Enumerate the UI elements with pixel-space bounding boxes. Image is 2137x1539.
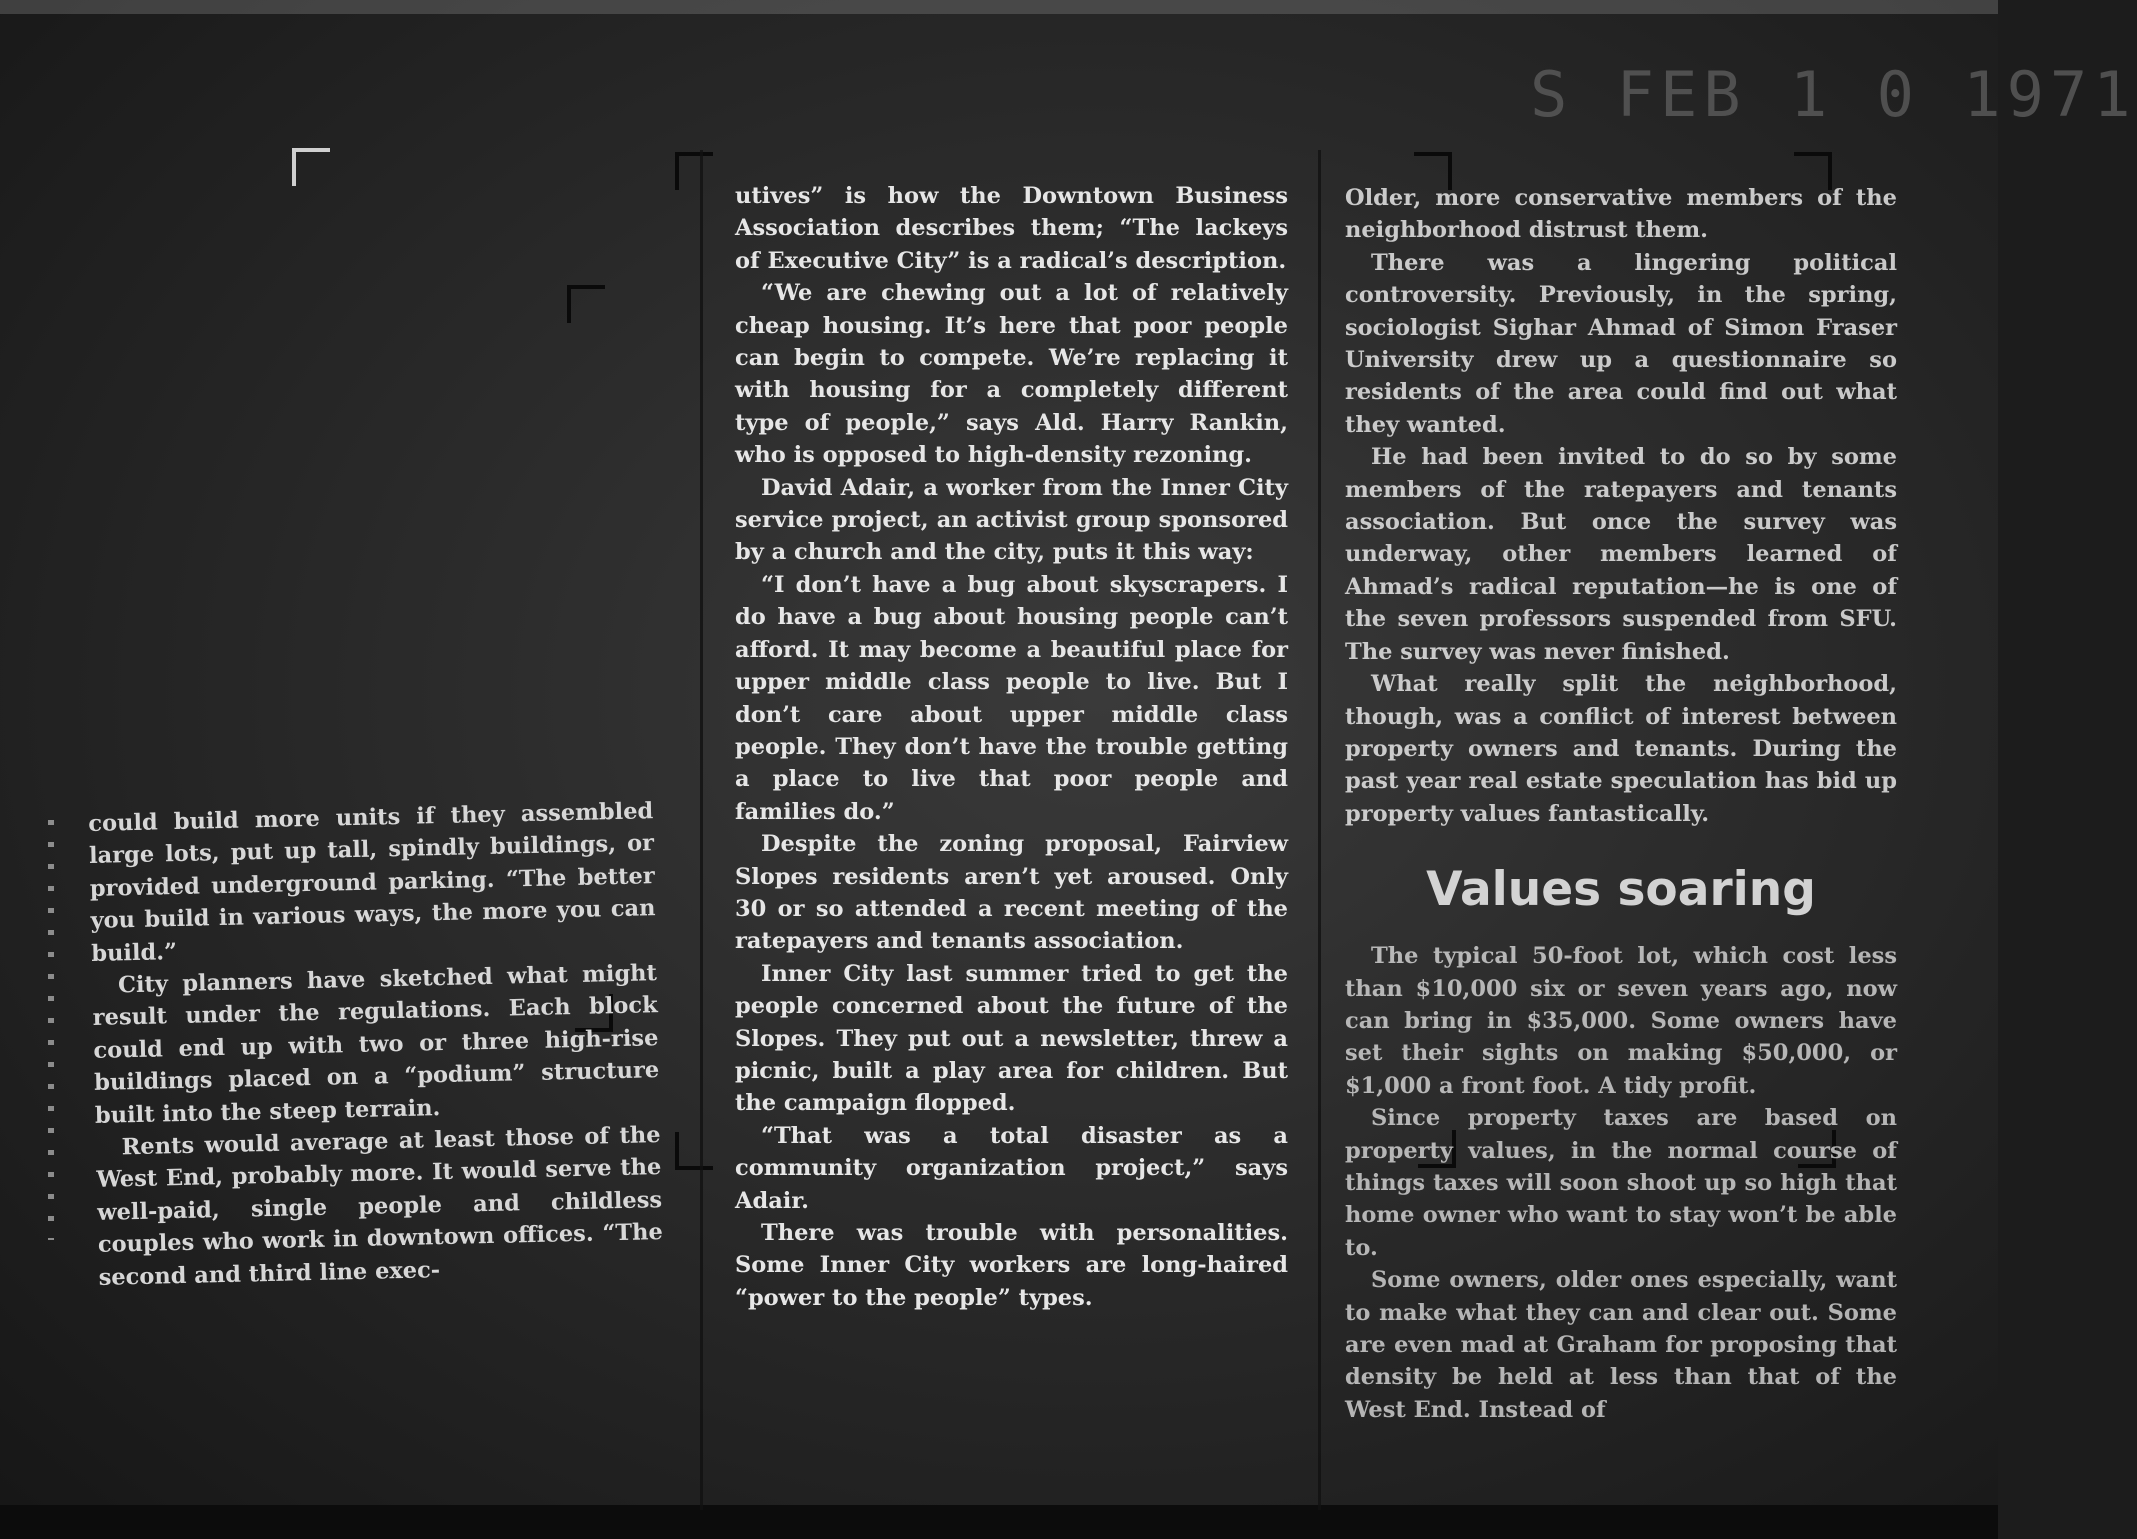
paragraph: David Adair, a worker from the Inner City service project, an activist group sponsored by a church and the city, puts it this way: (735, 474, 1288, 566)
article-column-2 (735, 180, 1288, 1314)
film-top-edge (0, 0, 1998, 14)
column-divider (700, 150, 703, 1510)
paragraph: “I don’t have a bug about skyscrapers. I do have a bug about housing people can’t afford. It may become a beautiful place for upper middle class people to live. But I don’t care about upper middle class people. They don’t have the trouble getting a place to live that poor people and families do.” (735, 571, 1288, 825)
film-perforations (48, 820, 54, 1240)
paragraph: There was a lingering political controversity. Previously, in the spring, sociologist Sighar Ahmad of Simon Fraser University drew up a questionnaire so residents of the area could find out what they wanted. (1345, 249, 1897, 438)
paragraph: The typical 50-foot lot, which cost less than $10,000 six or seven years ago, now can bring in $35,000. Some owners have set their sights on making $50,000, or $1,000 a front foot. A tidy profit. (1345, 943, 1897, 1099)
paragraph: Since property taxes are based on property values, in the normal course of things taxes will soon shoot up so high that home owner who want to stay won’t be able to. (1345, 1105, 1897, 1261)
paragraph: “That was a total disaster as a community organization project,” says Adair. (735, 1122, 1288, 1214)
paragraph: Inner City last summer tried to get the people concerned about the future of the Slopes. They put out a newsletter, threw a picnic, built a play area for children. But the campaign flopped. (735, 960, 1288, 1117)
film-bottom-edge (0, 1505, 1998, 1539)
paragraph: What really split the neighborhood, though, was a conflict of interest between property owners and tenants. During the past year real estate speculation has bid up property values fantastically. (1345, 671, 1897, 827)
paragraph: Older, more conservative members of the neighborhood distrust them. (1345, 185, 1897, 244)
paragraph: Some owners, older ones especially, want to make what they can and clear out. Some are even mad at Graham for proposing that density be held at less than that of the West End. Instead of (1345, 1267, 1897, 1423)
column-divider (1318, 150, 1321, 1510)
crop-mark (675, 152, 713, 190)
date-stamp: S FEB 1 0 1971 (1530, 58, 2137, 131)
section-heading: Values soaring (1426, 862, 1816, 918)
crop-mark (675, 1132, 713, 1170)
crop-mark (567, 285, 605, 323)
paragraph: Despite the zoning proposal, Fairview Slopes residents aren’t yet aroused. Only 30 or so attended a recent meeting of the ratepayers and tenants association. (735, 831, 1288, 955)
paragraph: could build more units if they assembled large lots, put up tall, spindly buildings, or provided underground parking. “The better you build in various ways, the more you can build.” (88, 798, 656, 967)
paragraph: City planners have sketched what might result under the regulations. Each block could end up with two or three high-rise buildings placed on a “podium” structure built into the steep terrain. (92, 960, 660, 1129)
crop-mark (292, 148, 330, 186)
paragraph: He had been invited to do so by some members of the ratepayers and tenants association. But once the survey was underway, other members learned of Ahmad’s radical reputation—he is one of the seven professors suspended from SFU. The survey was never finished. (1345, 444, 1897, 665)
article-column-1 (88, 795, 664, 1294)
paragraph: There was trouble with personalities. Some Inner City workers are long-haired “power to the people” types. (735, 1220, 1288, 1311)
paragraph: “We are chewing out a lot of relatively cheap housing. It’s here that poor people can begin to compete. We’re replacing it with housing for a completely different type of people,” says Ald. Harry Rankin, who is opposed to high-density rezoning. (735, 280, 1288, 469)
paragraph: utives” is how the Downtown Business Association describes them; “The lackeys of Executive City” is a radical’s description. (735, 183, 1288, 274)
column-3-lower (1345, 940, 1897, 1426)
article-column-3 (1345, 182, 1897, 1426)
paragraph: Rents would average at least those of the West End, probably more. It would serve the well-paid, single people and childless couples who work in downtown offices. “The second and third line exec- (96, 1122, 664, 1291)
